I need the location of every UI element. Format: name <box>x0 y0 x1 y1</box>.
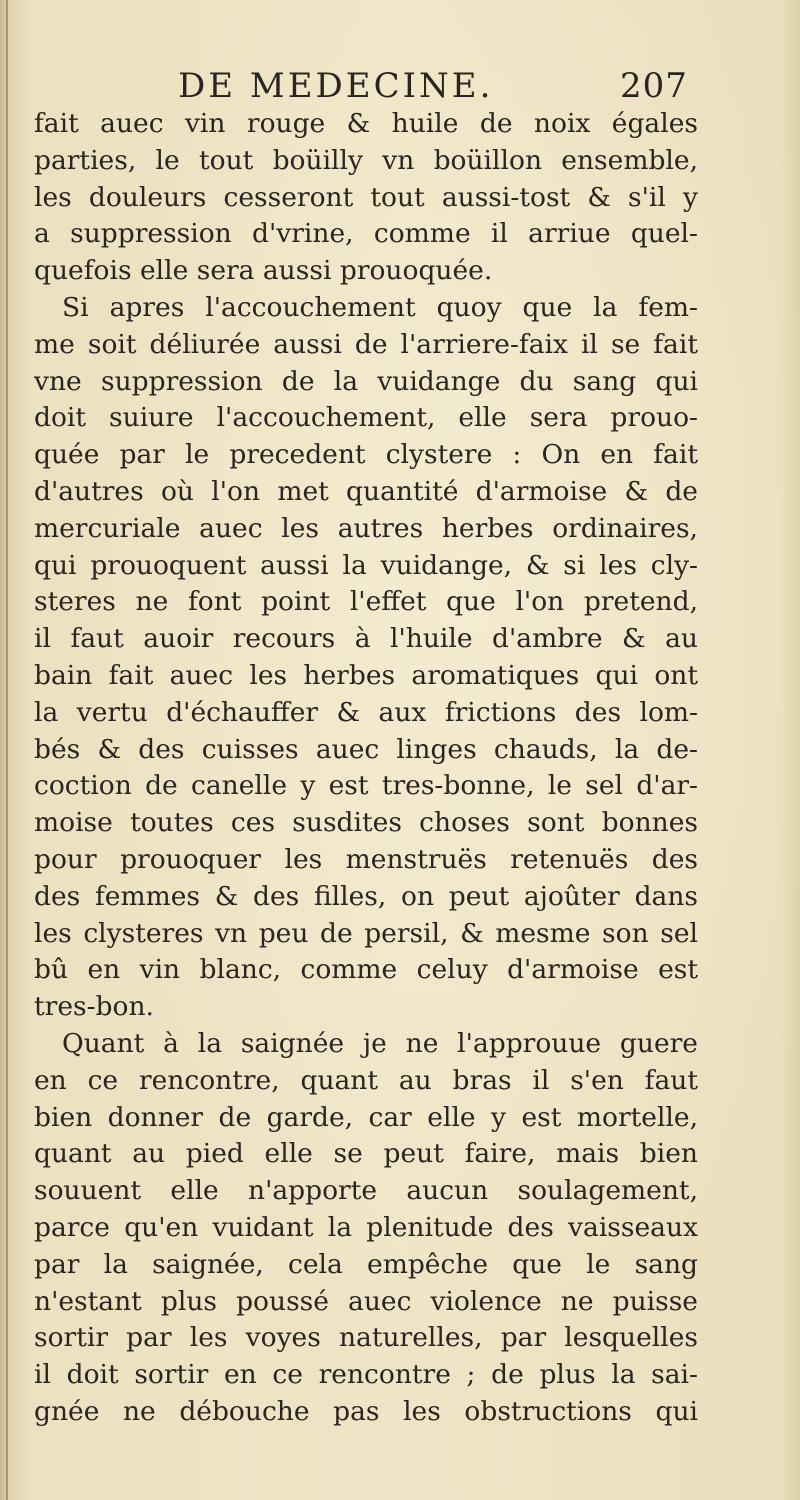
running-title: DE MEDECINE. <box>178 66 494 106</box>
text-line: bien donner de garde, car elle y est mortelle, <box>34 1101 698 1133</box>
text-line: il doit sortir en ce rencontre ; de plus la sai- <box>34 1359 698 1391</box>
text-line: gnée ne débouche pas les obstructions qui <box>34 1395 698 1427</box>
text-line: par la saignée, cela empêche que le sang <box>34 1248 698 1280</box>
text-line: il faut auoir recours à l'huile d'ambre & au <box>34 623 698 655</box>
text-line: souuent elle n'apporte aucun soulagement, <box>34 1175 698 1207</box>
text-line: quefois elle sera aussi prouoquée. <box>34 255 493 287</box>
text-line: moise toutes ces susdites choses sont bonnes <box>34 807 698 839</box>
text-line: coction de canelle y est tres-bonne, le sel d'ar- <box>34 770 698 802</box>
text-line: vne suppression de la vuidange du sang qui <box>34 365 698 397</box>
text-line: tres-bon. <box>34 991 154 1023</box>
text-line: bain fait auec les herbes aromatiques qui ont <box>34 659 698 691</box>
text-line: a suppression d'vrine, comme il arriue quel- <box>34 218 698 250</box>
text-line: fait auec vin rouge & huile de noix égales <box>34 108 698 139</box>
text-line: me soit déliurée aussi de l'arriere-faix il se fait <box>34 328 698 360</box>
text-line: qui prouoquent aussi la vuidange, & si les cly- <box>34 549 698 581</box>
text-line: n'estant plus poussé auec violence ne puisse <box>34 1285 698 1317</box>
page-header <box>0 66 800 106</box>
binding-edge <box>6 0 8 1500</box>
text-line: Si apres l'accouchement quoy que la fem- <box>62 291 698 323</box>
text-line: la vertu d'échauffer & aux frictions des lom- <box>34 696 698 728</box>
text-line: quée par le precedent clystere : On en fait <box>34 439 698 471</box>
text-line: doit suiure l'accouchement, elle sera prouo- <box>34 402 698 434</box>
page-number: 207 <box>620 66 688 106</box>
text-line: parties, le tout boüilly vn boüillon ensemble, <box>34 144 698 176</box>
text-line: bû en vin blanc, comme celuy d'armoise est <box>34 954 698 986</box>
text-line: sortir par les voyes naturelles, par lesquelles <box>34 1322 698 1354</box>
text-line: parce qu'en vuidant la plenitude des vaisseaux <box>34 1211 698 1243</box>
text-line: quant au pied elle se peut faire, mais bien <box>34 1138 698 1170</box>
text-line: Quant à la saignée je ne l'approuue guere <box>62 1027 698 1059</box>
text-line: en ce rencontre, quant au bras il s'en faut <box>34 1064 698 1096</box>
text-line: les douleurs cesseront tout aussi-tost & s'il y <box>34 181 698 213</box>
text-line: pour prouoquer les menstruës retenuës des <box>34 843 698 875</box>
text-line: bés & des cuisses auec linges chauds, la de- <box>34 733 698 765</box>
text-line: les clysteres vn peu de persil, & mesme son sel <box>34 917 698 949</box>
text-line: d'autres où l'on met quantité d'armoise & de <box>34 475 698 507</box>
text-line: mercuriale auec les autres herbes ordinaires, <box>34 512 698 544</box>
text-line: steres ne font point l'effet que l'on pretend, <box>34 586 698 618</box>
body-text <box>34 106 698 1431</box>
text-line: des femmes & des filles, on peut ajoûter dans <box>34 880 698 912</box>
